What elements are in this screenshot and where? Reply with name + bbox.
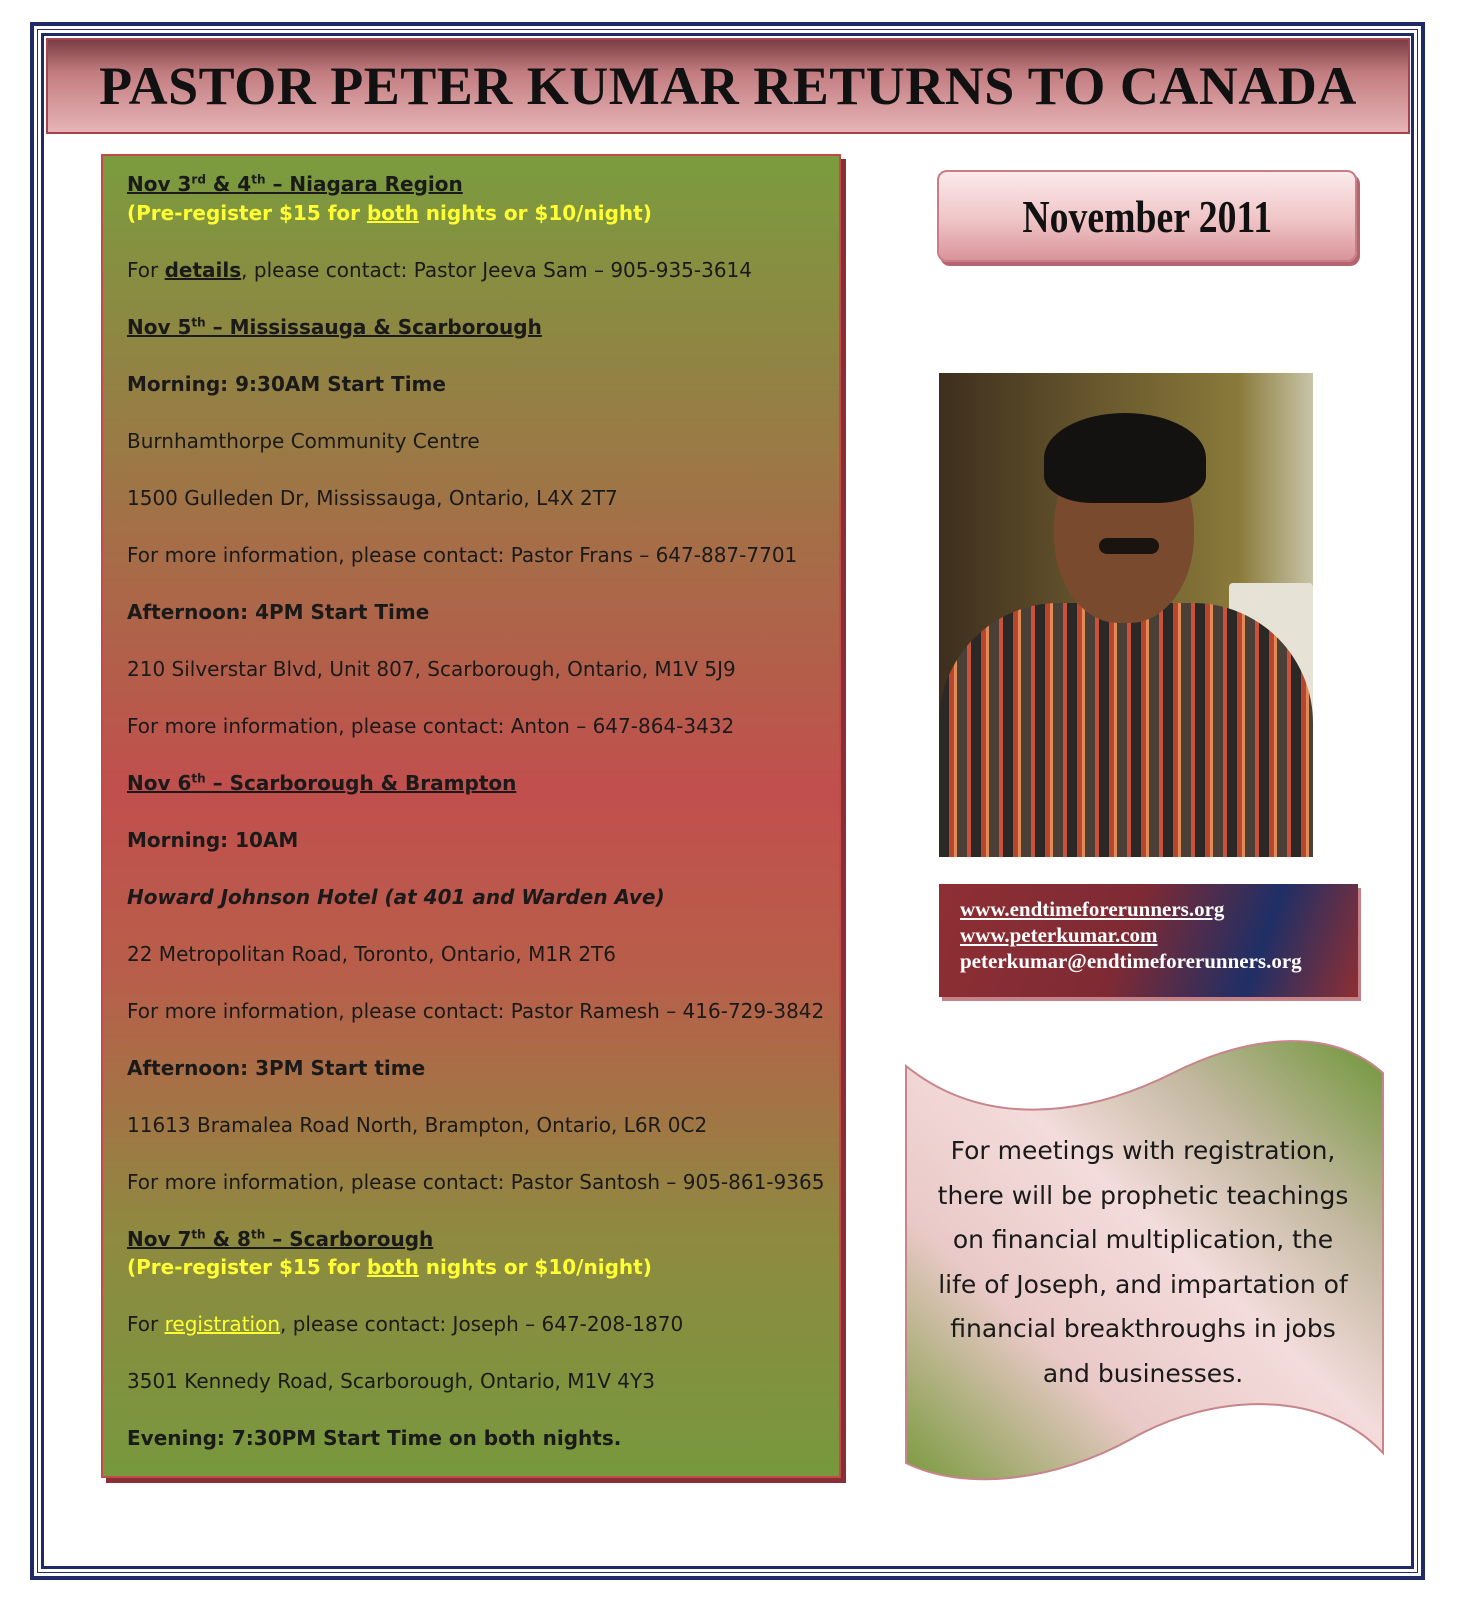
moustache-shape xyxy=(1099,538,1159,554)
contact-line: For more information, please contact: Pastor Ramesh – 416-729-3842 xyxy=(127,998,825,1023)
preregister-note: (Pre-register $15 for both nights or $10/night) xyxy=(127,200,652,225)
shirt-shape xyxy=(939,603,1313,857)
contact-links-box xyxy=(939,884,1358,997)
venue-address: 11613 Bramalea Road North, Brampton, Ontario, L6R 0C2 xyxy=(127,1112,708,1137)
heading-nov-6: Nov 6th – Scarborough & Brampton xyxy=(127,770,517,795)
venue-address: 22 Metropolitan Road, Toronto, Ontario, M1R 2T6 xyxy=(127,941,616,966)
website-link-peterkumar[interactable]: www.peterkumar.com xyxy=(960,923,1158,947)
email-address[interactable]: peterkumar@endtimeforerunners.org xyxy=(960,949,1302,973)
venue-name: Howard Johnson Hotel (at 401 and Warden Ave) xyxy=(127,884,665,909)
month-label: November 2011 xyxy=(1022,190,1272,242)
venue-address: 210 Silverstar Blvd, Unit 807, Scarborough, Ontario, M1V 5J9 xyxy=(127,656,736,681)
session-time: Evening: 7:30PM Start Time on both nights. xyxy=(127,1426,622,1450)
session-time: Afternoon: 4PM Start Time xyxy=(127,599,430,624)
contact-line: For details, please contact: Pastor Jeeva Sam – 905-935-3614 xyxy=(127,257,753,282)
contact-line: For more information, please contact: Anton – 647-864-3432 xyxy=(127,713,735,738)
venue-address: 1500 Gulleden Dr, Mississauga, Ontario, L4X 2T7 xyxy=(127,485,618,510)
info-text: For meetings with registration, there will be prophetic teachings on financial multiplication, the life of Joseph, and impartation of financial breakthroughs in jobs and businesses. xyxy=(937,1136,1349,1388)
month-badge xyxy=(937,170,1357,262)
session-time: Afternoon: 3PM Start time xyxy=(127,1055,426,1080)
preregister-note: (Pre-register $15 for both nights or $10/night) xyxy=(127,1255,652,1279)
session-time: Morning: 10AM xyxy=(127,827,299,852)
heading-nov-3-4: Nov 3rd & 4th – Niagara Region xyxy=(127,172,463,196)
info-banner xyxy=(903,1033,1386,1495)
title-banner xyxy=(46,38,1410,134)
heading-nov-5: Nov 5th – Mississauga & Scarborough xyxy=(127,314,542,339)
website-link-endtime[interactable]: www.endtimeforerunners.org xyxy=(960,897,1225,921)
session-time: Morning: 9:30AM Start Time xyxy=(127,371,446,396)
page-title: PASTOR PETER KUMAR RETURNS TO CANADA xyxy=(99,56,1357,116)
details-link[interactable]: details xyxy=(164,257,242,282)
venue-address: 3501 Kennedy Road, Scarborough, Ontario, M1V 4Y3 xyxy=(127,1369,655,1393)
registration-link[interactable]: registration xyxy=(164,1312,280,1336)
pastor-photo xyxy=(939,373,1313,857)
schedule-panel xyxy=(101,154,841,1478)
heading-nov-7-8: Nov 7th & 8th – Scarborough xyxy=(127,1226,434,1251)
contact-line: For more information, please contact: Pastor Santosh – 905-861-9365 xyxy=(127,1169,825,1194)
contact-line: For more information, please contact: Pastor Frans – 647-887-7701 xyxy=(127,542,798,567)
contact-line: For registration, please contact: Joseph – 647-208-1870 xyxy=(127,1312,684,1336)
venue-name: Burnhamthorpe Community Centre xyxy=(127,428,480,453)
hair-shape xyxy=(1044,413,1206,503)
